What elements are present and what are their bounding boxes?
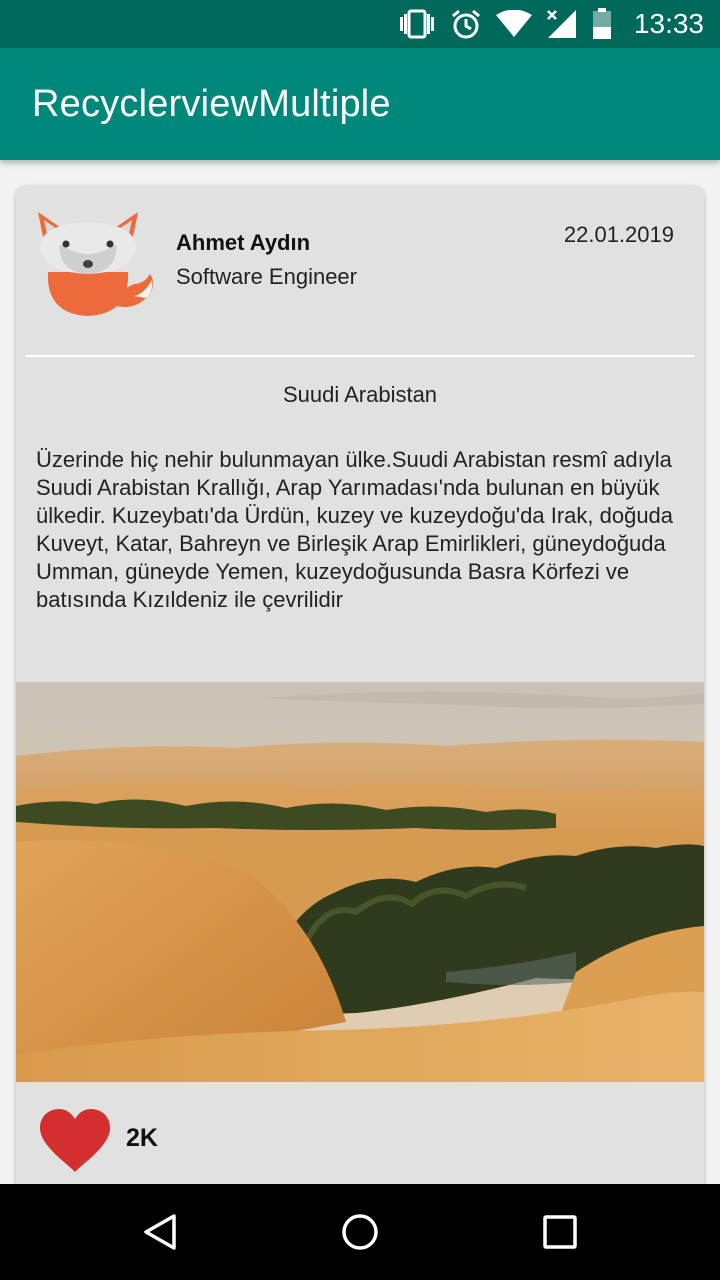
recents-icon[interactable] [540,1212,580,1252]
status-bar [0,0,720,48]
status-icons [398,8,704,40]
author-role: Software Engineer [176,264,357,289]
post-body: Üzerinde hiç nehir bulunmayan ülke.Suudi Arabistan resmî adıyla Suudi Arabistan Krallığı, Arap Yarımadası'nda bulunan en büyük ülkedir. Kuzeybatı'da Ürdün, kuzey ve kuzeydoğu'da Irak, doğuda Kuveyt, Katar, Bahreyn ve Birleşik Arap Emirlikleri, güneydoğuda Umman, güneyde Yemen, kuzeydoğusunda Basra Körfezi ve batısında Kızıldeniz ile çevrilidir [36,447,674,612]
post-title: Suudi Arabistan [282,382,438,407]
app-bar [0,48,720,160]
alarm-icon [450,8,482,40]
app-title: RecyclerviewMultiple [32,82,391,125]
wifi-icon [496,10,532,38]
vibrate-icon [398,9,436,39]
back-icon[interactable] [140,1212,180,1252]
divider [26,355,694,357]
fox-avatar-icon [34,210,158,322]
post-date: 22.01.2019 [563,222,674,247]
desert-oasis-image [16,682,704,1082]
navigation-bar [0,1184,720,1280]
home-icon[interactable] [340,1212,380,1252]
author-name: Ahmet Aydın [176,230,311,255]
heart-icon[interactable] [38,1108,112,1174]
cellular-signal-icon [546,8,578,40]
status-time: 13:33 [633,8,704,39]
like-row [16,1082,704,1196]
battery-icon [592,8,612,40]
like-count: 2K [126,1124,158,1152]
post-card[interactable] [16,186,704,1196]
